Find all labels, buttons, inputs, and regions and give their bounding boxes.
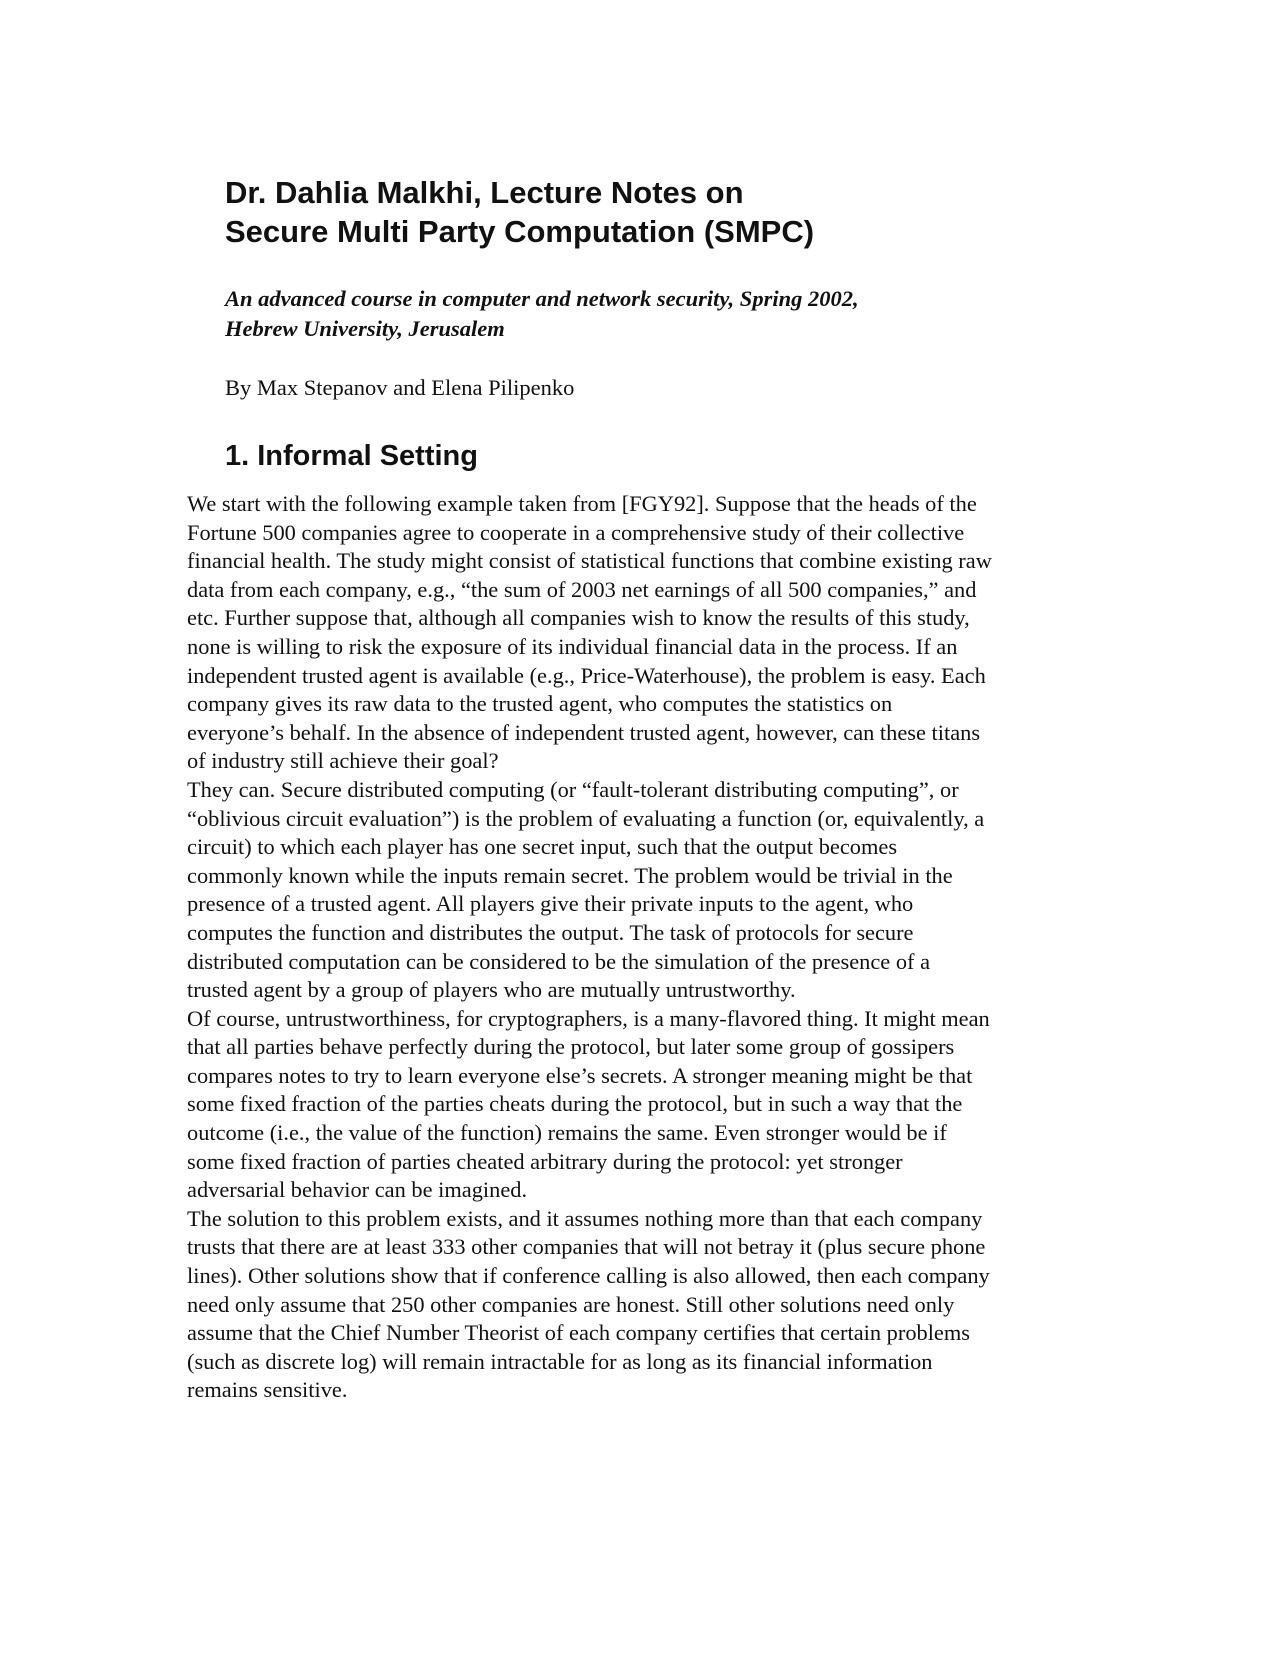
body-text (187, 490, 1187, 1405)
body-line: trusts that there are at least 333 other companies that will not betray it (plus secure phone (187, 1234, 986, 1260)
body-line: some fixed fraction of parties cheated arbitrary during the protocol: yet stronger (187, 1148, 903, 1174)
body-line: etc. Further suppose that, although all companies wish to know the results of this study, (187, 605, 970, 631)
body-line: Of course, untrustworthiness, for cryptographers, is a many-flavored thing. It might mean (187, 1005, 990, 1031)
body-line: circuit) to which each player has one secret input, such that the output becomes (187, 834, 898, 860)
title-line-1: Dr. Dahlia Malkhi, Lecture Notes on (225, 175, 744, 210)
body-line: presence of a trusted agent. All players give their private inputs to the agent, who (187, 891, 914, 917)
body-line: none is willing to risk the exposure of its individual financial data in the process. If an (187, 633, 958, 659)
document-title (225, 173, 1125, 251)
body-line: compares notes to try to learn everyone else’s secrets. A stronger meaning might be that (187, 1062, 973, 1088)
body-line: adversarial behavior can be imagined. (187, 1177, 528, 1203)
title-line-2: Secure Multi Party Computation (SMPC) (225, 214, 815, 249)
body-line: data from each company, e.g., “the sum of 2003 net earnings of all 500 companies,” and (187, 576, 977, 602)
body-line: lines). Other solutions show that if conference calling is also allowed, then each company (187, 1263, 990, 1289)
body-line: Fortune 500 companies agree to cooperate in a comprehensive study of their collective (187, 519, 965, 545)
body-line: need only assume that 250 other companies are honest. Still other solutions need only (187, 1291, 955, 1317)
subtitle-line-1: An advanced course in computer and network security, Spring 2002, (225, 286, 859, 311)
body-line: distributed computation can be considered to be the simulation of the presence of a (187, 948, 931, 974)
subtitle-line-2: Hebrew University, Jerusalem (225, 316, 505, 341)
body-line: trusted agent by a group of players who are mutually untrustworthy. (187, 977, 796, 1003)
body-line: financial health. The study might consist of statistical functions that combine existing raw (187, 548, 992, 574)
body-line: commonly known while the inputs remain secret. The problem would be trivial in the (187, 862, 953, 888)
body-line: everyone’s behalf. In the absence of independent trusted agent, however, can these titans (187, 719, 981, 745)
body-line: “oblivious circuit evaluation”) is the problem of evaluating a function (or, equivalently, a (187, 805, 985, 831)
body-line: remains sensitive. (187, 1377, 348, 1403)
body-line: some fixed fraction of the parties cheats during the protocol, but in such a way that the (187, 1091, 963, 1117)
authors-line: By Max Stepanov and Elena Pilipenko (225, 375, 575, 400)
course-subtitle (225, 284, 1125, 344)
section-heading: 1. Informal Setting (225, 440, 478, 472)
body-line: assume that the Chief Number Theorist of each company certifies that certain problems (187, 1320, 970, 1346)
body-line: company gives its raw data to the trusted agent, who computes the statistics on (187, 691, 893, 717)
body-line: They can. Secure distributed computing (or “fault-tolerant distributing computing”, or (187, 776, 959, 802)
body-line: outcome (i.e., the value of the function) remains the same. Even stronger would be if (187, 1120, 947, 1146)
body-line: of industry still achieve their goal? (187, 748, 499, 774)
body-line: We start with the following example taken from [FGY92]. Suppose that the heads of the (187, 491, 977, 516)
body-line: computes the function and distributes the output. The task of protocols for secure (187, 919, 914, 945)
body-line: (such as discrete log) will remain intractable for as long as its financial information (187, 1348, 933, 1374)
body-line: independent trusted agent is available (e.g., Price-Waterhouse), the problem is easy. Each (187, 662, 986, 688)
body-line: The solution to this problem exists, and it assumes nothing more than that each company (187, 1205, 983, 1231)
body-line: that all parties behave perfectly during the protocol, but later some group of gossipers (187, 1034, 955, 1060)
